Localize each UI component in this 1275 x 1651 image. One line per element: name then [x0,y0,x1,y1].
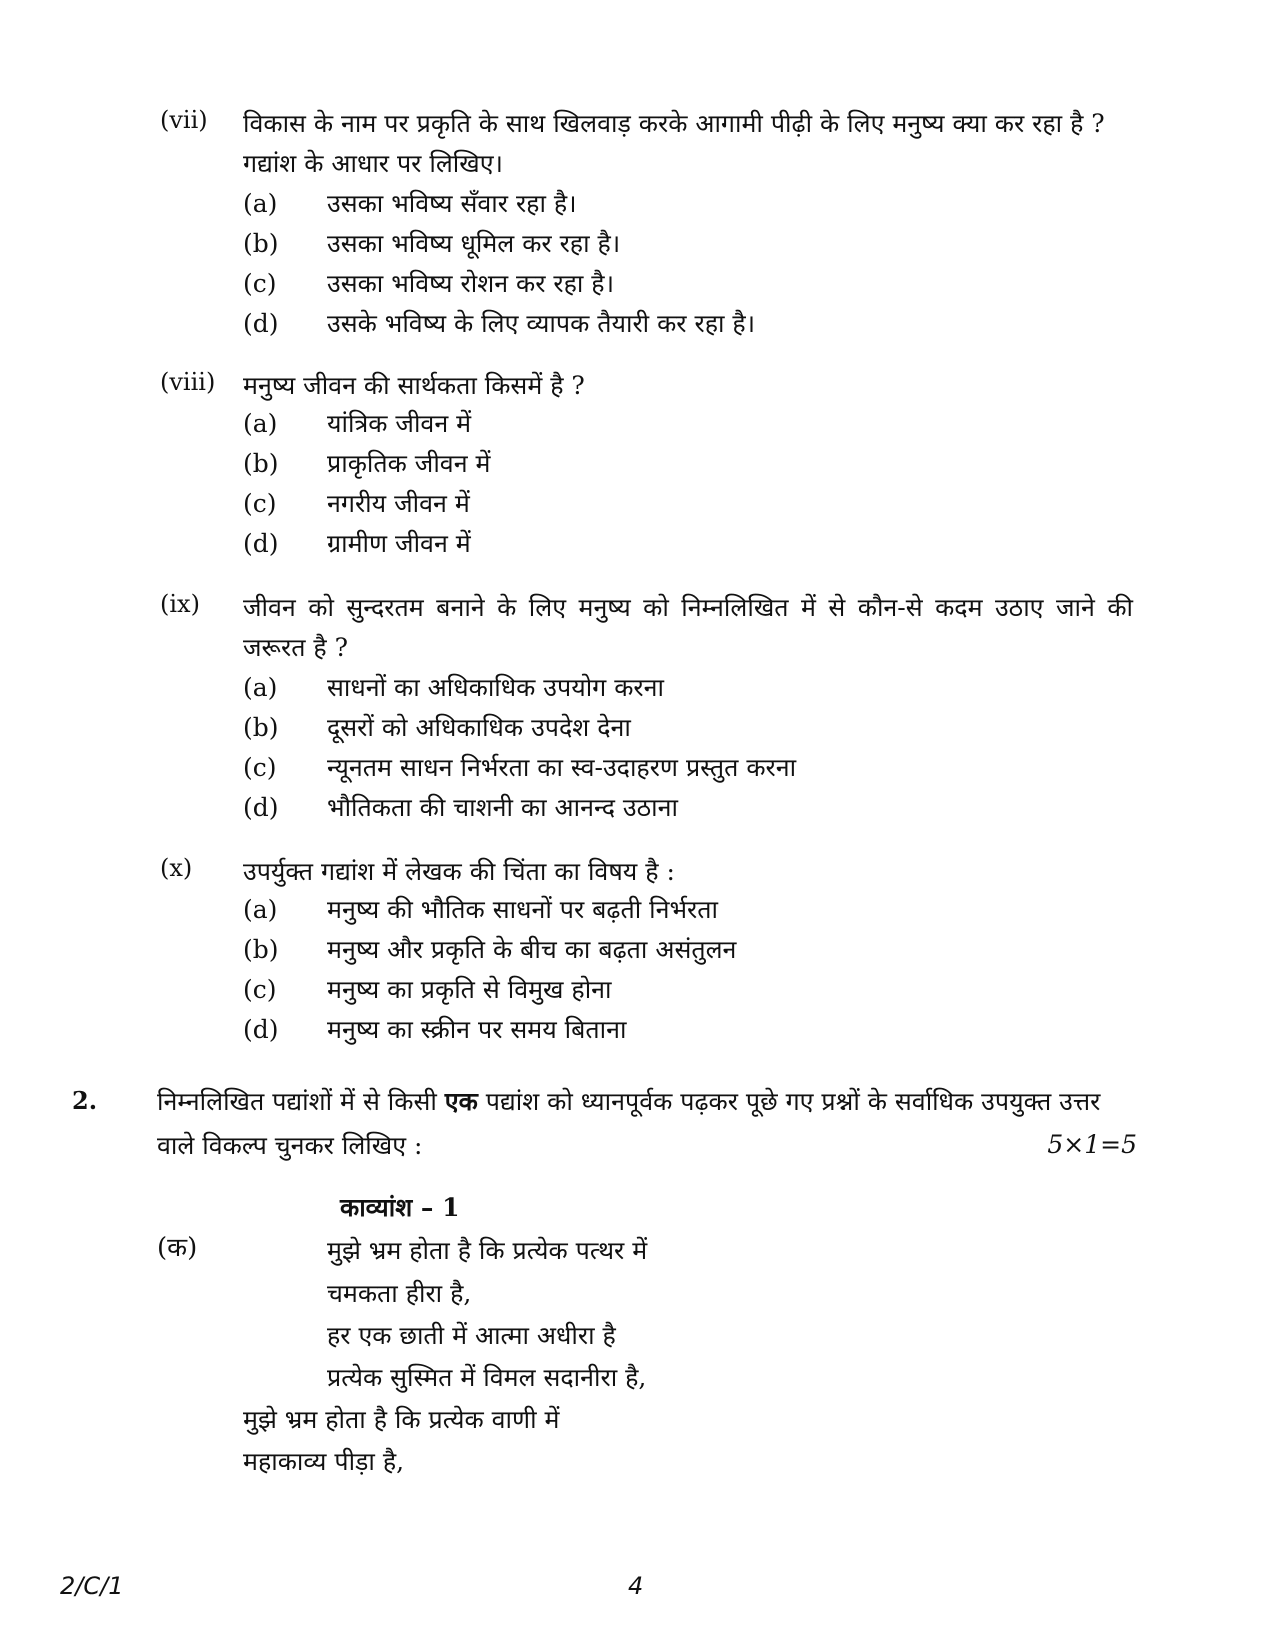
option-text: साधनों का अधिकाधिक उपयोग करना [327,673,664,702]
option-label: (b) [243,713,279,742]
poem-line: चमकता हीरा है, [327,1279,472,1308]
option-a [243,890,1133,930]
poem-line: प्रत्येक सुस्मित में विमल सदानीरा है, [327,1363,647,1392]
option-text: नगरीय जीवन में [327,489,470,518]
option-text: ग्रामीण जीवन में [327,529,471,558]
option-c [243,748,1133,788]
question-number: (viii) [160,368,216,396]
page-number: 4 [628,1572,644,1600]
option-label: (c) [243,489,277,518]
option-a [243,184,1133,224]
option-a [243,668,1133,708]
option-label: (c) [243,753,277,782]
option-text: दूसरों को अधिकाधिक उपदेश देना [327,713,631,742]
option-text: यांत्रिक जीवन में [327,409,472,438]
option-c [243,484,1133,524]
option-text: उसका भविष्य रोशन कर रहा है। [327,269,615,298]
option-label: (a) [243,409,278,438]
question-text-part: पद्यांश को ध्यानपूर्वक पढ़कर पूछे गए प्रश्नों के सर्वाधिक उपयुक्त उत्तर वाले विकल्प चुनकर लिखिए : [157,1087,1101,1160]
option-label: (b) [243,935,279,964]
option-c [243,264,1133,304]
option-text: मनुष्य की भौतिक साधनों पर बढ़ती निर्भरता [327,895,719,924]
option-b [243,444,1133,484]
option-d [243,304,1133,344]
question-text [157,1080,1137,1168]
option-b [243,708,1133,748]
option-d [243,788,1133,828]
paper-code: 2/C/1 [60,1572,124,1600]
option-text: उसके भविष्य के लिए व्यापक तैयारी कर रहा है। [327,309,756,338]
question-number: (x) [160,854,193,882]
option-text: न्यूनतम साधन निर्भरता का स्व-उदाहरण प्रस्तुत करना [327,753,797,782]
option-text: मनुष्य का स्क्रीन पर समय बिताना [327,1015,627,1044]
option-text: भौतिकता की चाशनी का आनन्द उठाना [327,793,678,822]
option-b [243,224,1133,264]
option-d [243,1010,1133,1050]
question-text-part: निम्नलिखित पद्यांशों में से किसी [157,1087,445,1116]
option-a [243,404,1133,444]
question-number: (vii) [160,106,208,134]
emphasis-text: एक [444,1087,478,1116]
poem-line: मुझे भ्रम होता है कि प्रत्येक पत्थर में [327,1236,648,1265]
option-text: उसका भविष्य सँवार रहा है। [327,189,577,218]
option-label: (a) [243,895,278,924]
option-text: उसका भविष्य धूमिल कर रहा है। [327,229,621,258]
poem-line: हर एक छाती में आत्मा अधीरा है [327,1321,616,1350]
option-label: (b) [243,229,279,258]
question-number: 2. [72,1086,98,1115]
option-label: (c) [243,269,277,298]
option-label: (d) [243,309,279,338]
poem-line: मुझे भ्रम होता है कि प्रत्येक वाणी में [243,1405,560,1434]
marks-label: 5×1=5 [1047,1130,1137,1159]
question-text: जीवन को सुन्दरतम बनाने के लिए मनुष्य को निम्नलिखित में से कौन-से कदम उठाए जाने की जरूरत है ? [243,593,1133,662]
option-text: प्राकृतिक जीवन में [327,449,491,478]
question-text: उपर्युक्त गद्यांश में लेखक की चिंता का विषय है : [243,857,675,886]
options-list [243,890,1133,1050]
option-text: मनुष्य और प्रकृति के बीच का बढ़ता असंतुलन [327,935,737,964]
option-d [243,524,1133,564]
option-label: (b) [243,449,279,478]
section-label: (क) [157,1233,198,1263]
option-label: (d) [243,793,279,822]
options-list [243,404,1133,564]
options-list [243,668,1133,828]
option-c [243,970,1133,1010]
kavyansh-title: काव्यांश – 1 [340,1193,460,1222]
option-label: (d) [243,529,279,558]
options-list [243,184,1133,344]
option-label: (d) [243,1015,279,1044]
option-label: (a) [243,673,278,702]
question-text: मनुष्य जीवन की सार्थकता किसमें है ? [243,371,585,400]
option-label: (a) [243,189,278,218]
option-label: (c) [243,975,277,1004]
option-text: मनुष्य का प्रकृति से विमुख होना [327,975,612,1004]
option-b [243,930,1133,970]
poem-line: महाकाव्य पीड़ा है, [243,1447,405,1476]
question-number: (ix) [160,590,200,618]
question-text: विकास के नाम पर प्रकृति के साथ खिलवाड़ करके आगामी पीढ़ी के लिए मनुष्य क्या कर रहा है ? गद्यांश के आधार पर लिखिए। [243,109,1105,178]
